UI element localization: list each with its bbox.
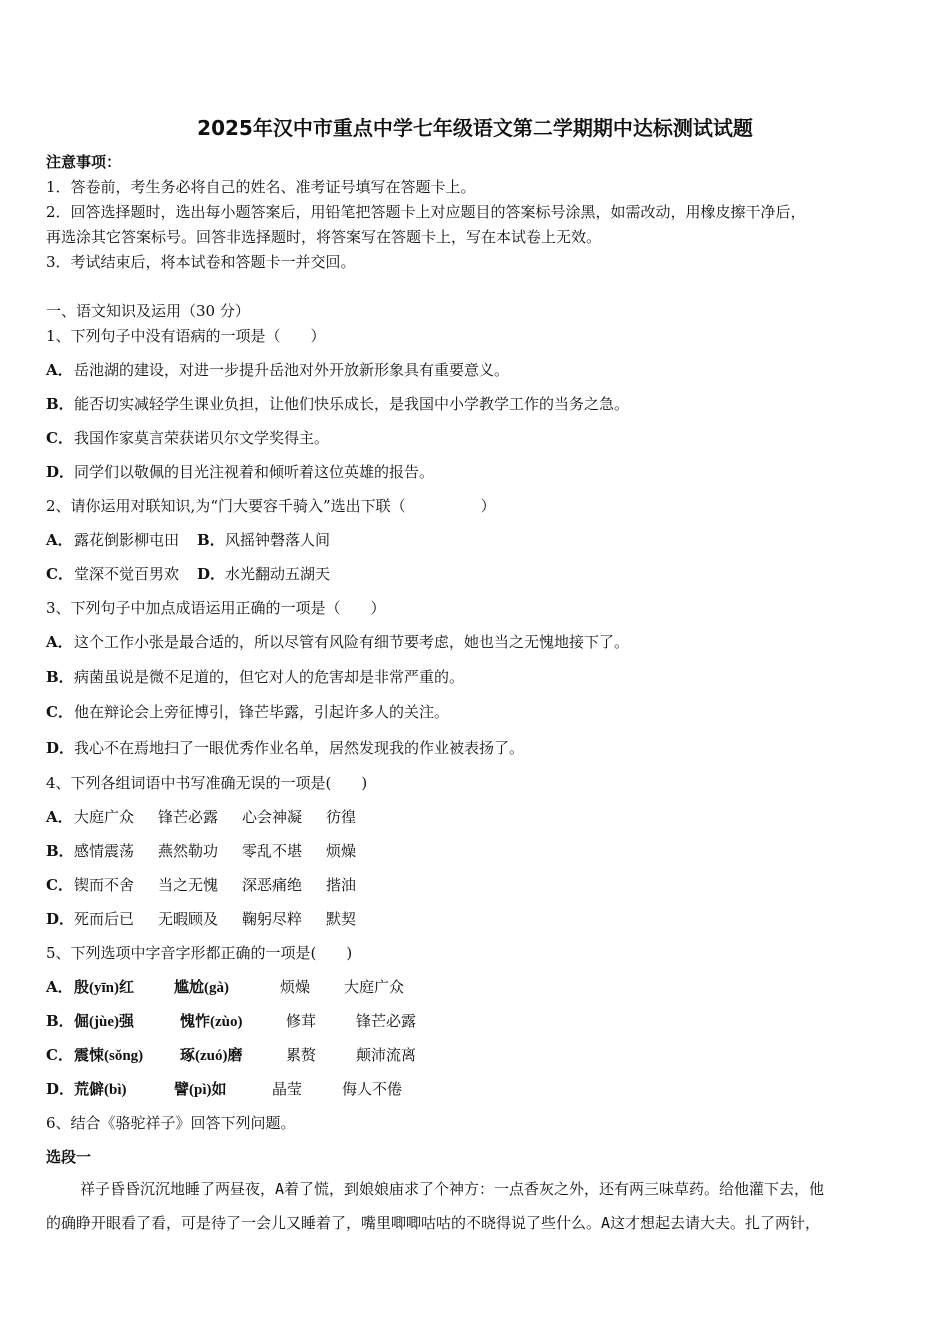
option-label: B． — [46, 1012, 74, 1030]
notice-item: 3．考试结束后，将本试卷和答题卡一并交回。 — [46, 253, 356, 271]
option-word: 默契 — [326, 910, 357, 928]
option-word: 感情震荡 — [74, 842, 135, 860]
option-text: 能否切实减轻学生课业负担，让他们快乐成长，是我国中小学教学工作的当务之急。 — [74, 395, 630, 413]
option-text: 岳池湖的建设，对进一步提升岳池对外开放新形象具有重要意义。 — [74, 361, 510, 379]
option-label: C． — [46, 876, 73, 894]
q2-options-row-1 — [46, 530, 330, 550]
passage-line: 祥子昏昏沉沉地睡了两昼夜，A着了慌，到娘娘庙求了个神方：一点香灰之外，还有两三味草药。给他灌下去，他 — [80, 1180, 825, 1198]
option-text: 我国作家莫言荣获诺贝尔文学奖得主。 — [74, 429, 330, 447]
option-label: C． — [46, 565, 73, 583]
question-stem-6: 6、结合《骆驼祥子》回答下列问题。 — [46, 1114, 296, 1132]
excerpt-passage — [46, 1172, 906, 1240]
option-word: 侮人不倦 — [342, 1080, 403, 1098]
option-text: 水光翻动五湖天 — [225, 565, 331, 583]
q5-option-a — [46, 977, 404, 998]
q2-options-row-2 — [46, 564, 330, 584]
q1-option-a — [46, 360, 509, 380]
option-text: 我心不在焉地扫了一眼优秀作业名单，居然发现我的作业被表扬了。 — [74, 739, 525, 757]
option-word: 琢(zuó)磨 — [180, 1048, 243, 1064]
option-word: 修茸 — [286, 1012, 317, 1030]
exam-title: 2025年汉中市重点中学七年级语文第二学期期中达标测试试题 — [197, 116, 753, 140]
option-label: D． — [46, 1080, 75, 1098]
option-text: 病菌虽说是微不足道的，但它对人的危害却是非常严重的。 — [74, 668, 465, 686]
option-word: 锲而不舍 — [74, 876, 135, 894]
q3-option-b — [46, 667, 464, 687]
option-label: A． — [46, 808, 73, 826]
question-stem-1: 1、下列句子中没有语病的一项是（ ） — [46, 327, 326, 345]
option-word: 颠沛流离 — [356, 1046, 417, 1064]
question-stem-3: 3、下列句子中加点成语运用正确的一项是（ ） — [46, 599, 386, 617]
passage-line: 的确睁开眼看了看，可是待了一会儿又睡着了，嘴里唧唧咕咕的不晓得说了些什么。A这才想起去请大夫。扎了两针， — [46, 1214, 821, 1232]
option-word: 死而后已 — [74, 910, 135, 928]
question-stem-5: 5、下列选项中字音字形都正确的一项是( ) — [46, 944, 353, 962]
option-word: 尴尬(gà) — [174, 980, 229, 996]
option-label: C． — [46, 703, 73, 721]
q3-option-c — [46, 702, 449, 722]
q4-option-b — [46, 841, 356, 861]
option-word: 零乱不堪 — [242, 842, 303, 860]
option-word: 当之无愧 — [158, 876, 219, 894]
option-text: 同学们以敬佩的目光注视着和倾听着这位英雄的报告。 — [74, 463, 435, 481]
option-word: 深恶痛绝 — [242, 876, 303, 894]
notice-heading: 注意事项： — [46, 153, 122, 171]
option-word: 荒僻(bì) — [74, 1082, 127, 1098]
option-word: 晶莹 — [272, 1080, 303, 1098]
option-label: D． — [46, 463, 75, 481]
option-word: 揩油 — [326, 876, 357, 894]
question-stem-2: 2、请你运用对联知识,为“门大要容千骑入”选出下联（ ） — [46, 497, 496, 515]
option-word: 鞠躬尽粹 — [242, 910, 303, 928]
q4-option-d — [46, 909, 356, 929]
option-word: 燕然勒功 — [158, 842, 219, 860]
notice-item: 再选涂其它答案标号。回答非选择题时，将答案写在答题卡上，写在本试卷上无效。 — [46, 228, 602, 246]
option-label: D． — [46, 739, 75, 757]
option-word: 心会神凝 — [242, 808, 303, 826]
question-stem-4: 4、下列各组词语中书写准确无误的一项是( ) — [46, 774, 368, 792]
option-word: 烦燥 — [326, 842, 357, 860]
option-text: 他在辩论会上旁征博引，锋芒毕露，引起许多人的关注。 — [74, 703, 450, 721]
option-word: 大庭广众 — [74, 808, 135, 826]
option-word: 无暇顾及 — [158, 910, 219, 928]
option-word: 譬(pì)如 — [174, 1082, 227, 1098]
option-text: 露花倒影柳屯田 — [74, 531, 180, 549]
option-word: 彷徨 — [326, 808, 357, 826]
option-label: A． — [46, 531, 73, 549]
option-word: 倔(jùe)强 — [74, 1014, 134, 1030]
option-label: A． — [46, 978, 73, 996]
q5-option-b — [46, 1011, 416, 1032]
notice-item: 2．回答选择题时，选出每小题答案后，用铅笔把答题卡上对应题目的答案标号涂黑，如需改动，用橡皮擦干净后， — [46, 203, 806, 221]
q1-option-c — [46, 428, 329, 448]
option-label: B． — [46, 395, 74, 413]
q1-option-d — [46, 462, 434, 482]
option-word: 大庭广众 — [344, 978, 405, 996]
option-label: B． — [46, 842, 74, 860]
q5-option-c — [46, 1045, 416, 1066]
option-label: C． — [46, 429, 73, 447]
option-word: 殷(yīn)红 — [74, 980, 135, 996]
notice-item: 1．答卷前，考生务必将自己的姓名、准考证号填写在答题卡上。 — [46, 178, 476, 196]
option-label: D． — [46, 910, 75, 928]
option-label: A． — [46, 633, 73, 651]
excerpt-label: 选段一 — [46, 1148, 92, 1166]
q4-option-c — [46, 875, 356, 895]
option-text: 这个工作小张是最合适的，所以尽管有风险有细节要考虑，她也当之无愧地接下了。 — [74, 633, 630, 651]
option-word: 累赘 — [286, 1046, 317, 1064]
option-word: 震悚(sǒng) — [74, 1048, 144, 1064]
q5-option-d — [46, 1079, 402, 1100]
option-label: B． — [46, 668, 74, 686]
option-label: C． — [46, 1046, 73, 1064]
option-word: 烦燥 — [280, 978, 311, 996]
option-word: 锋芒必露 — [356, 1012, 417, 1030]
option-label: A． — [46, 361, 73, 379]
option-text: 堂深不觉百男欢 — [74, 565, 180, 583]
section-heading: 一、语文知识及运用（30 分） — [46, 302, 250, 320]
option-word: 愧怍(zùo) — [180, 1014, 243, 1030]
q1-option-b — [46, 394, 629, 414]
option-word: 锋芒必露 — [158, 808, 219, 826]
q4-option-a — [46, 807, 356, 827]
q3-option-a — [46, 632, 629, 652]
q3-option-d — [46, 738, 524, 758]
option-label: B． — [197, 531, 225, 549]
option-label: D． — [197, 565, 226, 583]
option-text: 风摇钟磬落人间 — [225, 531, 331, 549]
